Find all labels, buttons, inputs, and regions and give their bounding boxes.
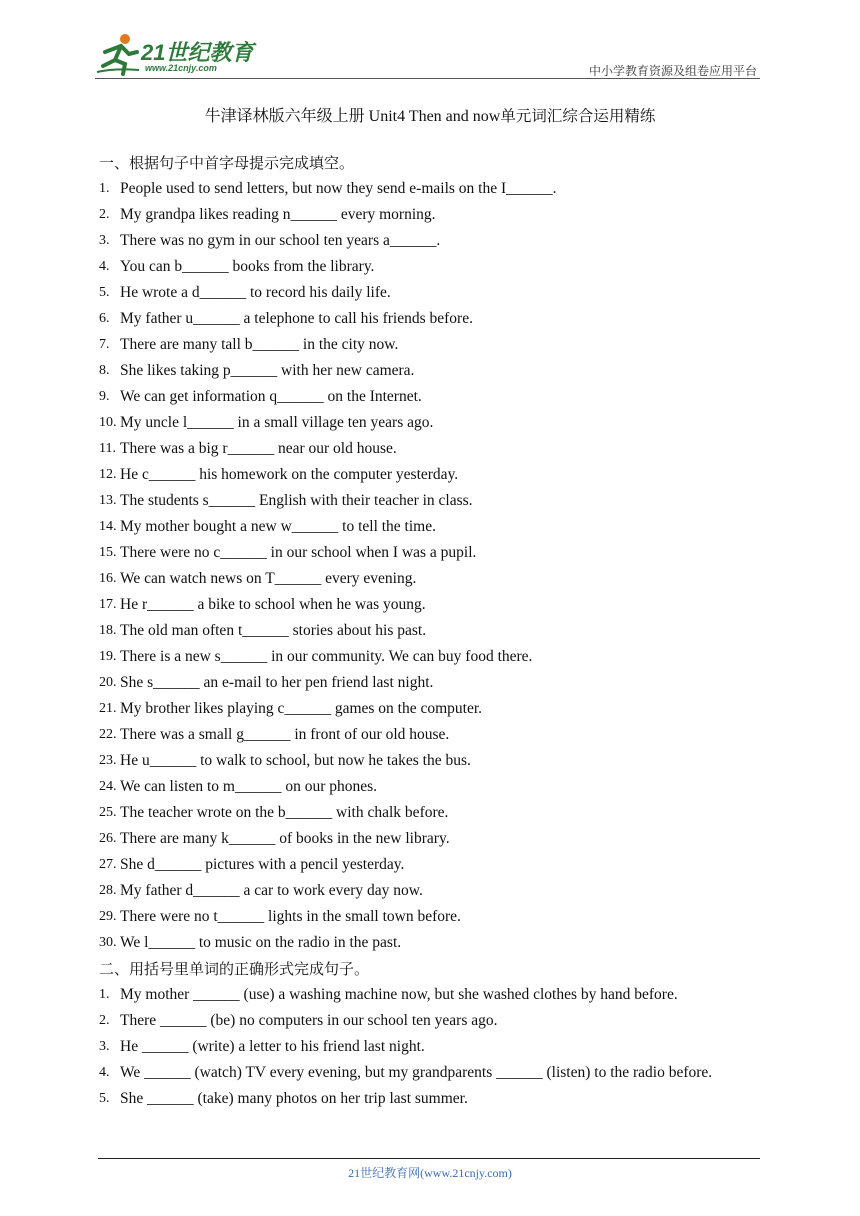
- question-number: 25.: [99, 805, 117, 820]
- question-text: There are many k______ of books in the new library.: [120, 830, 450, 847]
- question-text: He c______ his homework on the computer yesterday.: [120, 466, 459, 483]
- question-item: [99, 358, 759, 384]
- question-number: 8.: [99, 363, 110, 378]
- question-number: 2.: [99, 207, 110, 222]
- question-item: [99, 774, 759, 800]
- question-text: My uncle l______ in a small village ten years ago.: [120, 414, 434, 431]
- title-suffix: 单元词汇综合运用精练: [500, 107, 656, 125]
- question-item: [99, 592, 759, 618]
- question-item: [99, 1086, 759, 1112]
- question-text: She s______ an e-mail to her pen friend last night.: [120, 674, 434, 691]
- question-number: 17.: [99, 597, 117, 612]
- question-item: [99, 566, 759, 592]
- question-item: [99, 878, 759, 904]
- section1-questions: [99, 176, 759, 956]
- question-text: She d______ pictures with a pencil yesterday.: [120, 856, 405, 873]
- question-text: There was no gym in our school ten years a______.: [120, 232, 441, 249]
- title-prefix: 牛津译林版六年级上册 Unit4 Then and now: [204, 108, 501, 125]
- question-text: The teacher wrote on the b______ with chalk before.: [120, 804, 449, 821]
- question-number: 1.: [99, 987, 110, 1002]
- question-text: There ______ (be) no computers in our school ten years ago.: [120, 1012, 498, 1029]
- question-number: 15.: [99, 545, 117, 560]
- worksheet-body: [99, 150, 759, 1112]
- logo-brand: 21世纪教育: [141, 40, 254, 65]
- question-item: [99, 228, 759, 254]
- question-item: [99, 904, 759, 930]
- question-number: 4.: [99, 1065, 110, 1080]
- question-item: [99, 384, 759, 410]
- question-text: My mother bought a new w______ to tell the time.: [120, 518, 436, 535]
- question-number: 1.: [99, 181, 110, 196]
- footer-divider: [98, 1158, 760, 1159]
- question-text: The students s______ English with their teacher in class.: [120, 492, 473, 509]
- section2-questions: [99, 982, 759, 1112]
- question-number: 16.: [99, 571, 117, 586]
- question-item: [99, 670, 759, 696]
- question-item: [99, 410, 759, 436]
- question-text: People used to send letters, but now they send e-mails on the I______.: [120, 180, 557, 197]
- question-item: [99, 800, 759, 826]
- question-text: There are many tall b______ in the city now.: [120, 336, 399, 353]
- question-text: He r______ a bike to school when he was young.: [120, 596, 426, 613]
- question-number: 3.: [99, 233, 110, 248]
- logo-url: www.21cnjy.com: [145, 63, 217, 73]
- header-divider: [95, 78, 760, 79]
- question-number: 4.: [99, 259, 110, 274]
- question-number: 26.: [99, 831, 117, 846]
- runner-logo-icon: [95, 32, 143, 76]
- question-item: [99, 852, 759, 878]
- question-text: My grandpa likes reading n______ every morning.: [120, 206, 436, 223]
- question-item: [99, 280, 759, 306]
- question-item: [99, 306, 759, 332]
- question-number: 18.: [99, 623, 117, 638]
- question-item: [99, 748, 759, 774]
- question-text: We ______ (watch) TV every evening, but my grandparents ______ (listen) to the radio before.: [120, 1064, 713, 1081]
- question-text: There were no t______ lights in the small town before.: [120, 908, 461, 925]
- question-number: 5.: [99, 285, 110, 300]
- question-number: 6.: [99, 311, 110, 326]
- question-item: [99, 1008, 759, 1034]
- question-text: There was a big r______ near our old house.: [120, 440, 397, 457]
- section2-heading: 二、用括号里单词的正确形式完成句子。: [99, 960, 370, 978]
- question-text: There were no c______ in our school when I was a pupil.: [120, 544, 477, 561]
- footer-text: 21世纪教育网(www.21cnjy.com): [348, 1166, 512, 1180]
- question-text: The old man often t______ stories about his past.: [120, 622, 427, 639]
- question-number: 27.: [99, 857, 117, 872]
- question-number: 9.: [99, 389, 110, 404]
- question-text: You can b______ books from the library.: [120, 258, 375, 275]
- question-text: My father d______ a car to work every day now.: [120, 882, 423, 899]
- question-text: We l______ to music on the radio in the past.: [120, 934, 402, 951]
- question-number: 29.: [99, 909, 117, 924]
- question-item: [99, 514, 759, 540]
- question-item: [99, 722, 759, 748]
- question-number: 3.: [99, 1039, 110, 1054]
- question-text: We can listen to m______ on our phones.: [120, 778, 378, 795]
- question-item: [99, 488, 759, 514]
- question-number: 22.: [99, 727, 117, 742]
- question-text: There is a new s______ in our community. We can buy food there.: [120, 648, 533, 665]
- page-header: [95, 32, 760, 80]
- question-item: [99, 1034, 759, 1060]
- question-item: [99, 982, 759, 1008]
- question-item: [99, 540, 759, 566]
- question-number: 28.: [99, 883, 117, 898]
- question-text: He wrote a d______ to record his daily life.: [120, 284, 391, 301]
- question-text: He u______ to walk to school, but now he takes the bus.: [120, 752, 471, 769]
- question-item: [99, 462, 759, 488]
- question-item: [99, 202, 759, 228]
- question-text: We can watch news on T______ every evening.: [120, 570, 417, 587]
- logo: [95, 32, 265, 78]
- question-number: 5.: [99, 1091, 110, 1106]
- question-text: My mother ______ (use) a washing machine now, but she washed clothes by hand before.: [120, 986, 678, 1003]
- question-item: [99, 644, 759, 670]
- question-number: 19.: [99, 649, 117, 664]
- question-number: 20.: [99, 675, 117, 690]
- question-item: [99, 176, 759, 202]
- question-number: 21.: [99, 701, 117, 716]
- question-item: [99, 826, 759, 852]
- question-text: He ______ (write) a letter to his friend last night.: [120, 1038, 425, 1055]
- question-item: [99, 696, 759, 722]
- question-number: 2.: [99, 1013, 110, 1028]
- question-number: 10.: [99, 415, 117, 430]
- question-text: She likes taking p______ with her new camera.: [120, 362, 415, 379]
- page-title: [0, 103, 860, 126]
- question-item: [99, 1060, 759, 1086]
- question-number: 13.: [99, 493, 117, 508]
- question-number: 14.: [99, 519, 117, 534]
- question-number: 30.: [99, 935, 117, 950]
- platform-name: 中小学教育资源及组卷应用平台: [588, 64, 757, 78]
- question-item: [99, 254, 759, 280]
- question-text: My father u______ a telephone to call his friends before.: [120, 310, 473, 327]
- question-number: 7.: [99, 337, 110, 352]
- question-text: My brother likes playing c______ games on the computer.: [120, 700, 483, 717]
- question-text: She ______ (take) many photos on her trip last summer.: [120, 1090, 468, 1107]
- question-item: [99, 930, 759, 956]
- question-text: We can get information q______ on the Internet.: [120, 388, 422, 405]
- question-item: [99, 618, 759, 644]
- question-number: 24.: [99, 779, 117, 794]
- question-number: 23.: [99, 753, 117, 768]
- question-text: There was a small g______ in front of our old house.: [120, 726, 450, 743]
- section1-heading: 一、根据句子中首字母提示完成填空。: [99, 154, 355, 172]
- question-number: 11.: [99, 441, 116, 456]
- question-item: [99, 332, 759, 358]
- question-item: [99, 436, 759, 462]
- question-number: 12.: [99, 467, 117, 482]
